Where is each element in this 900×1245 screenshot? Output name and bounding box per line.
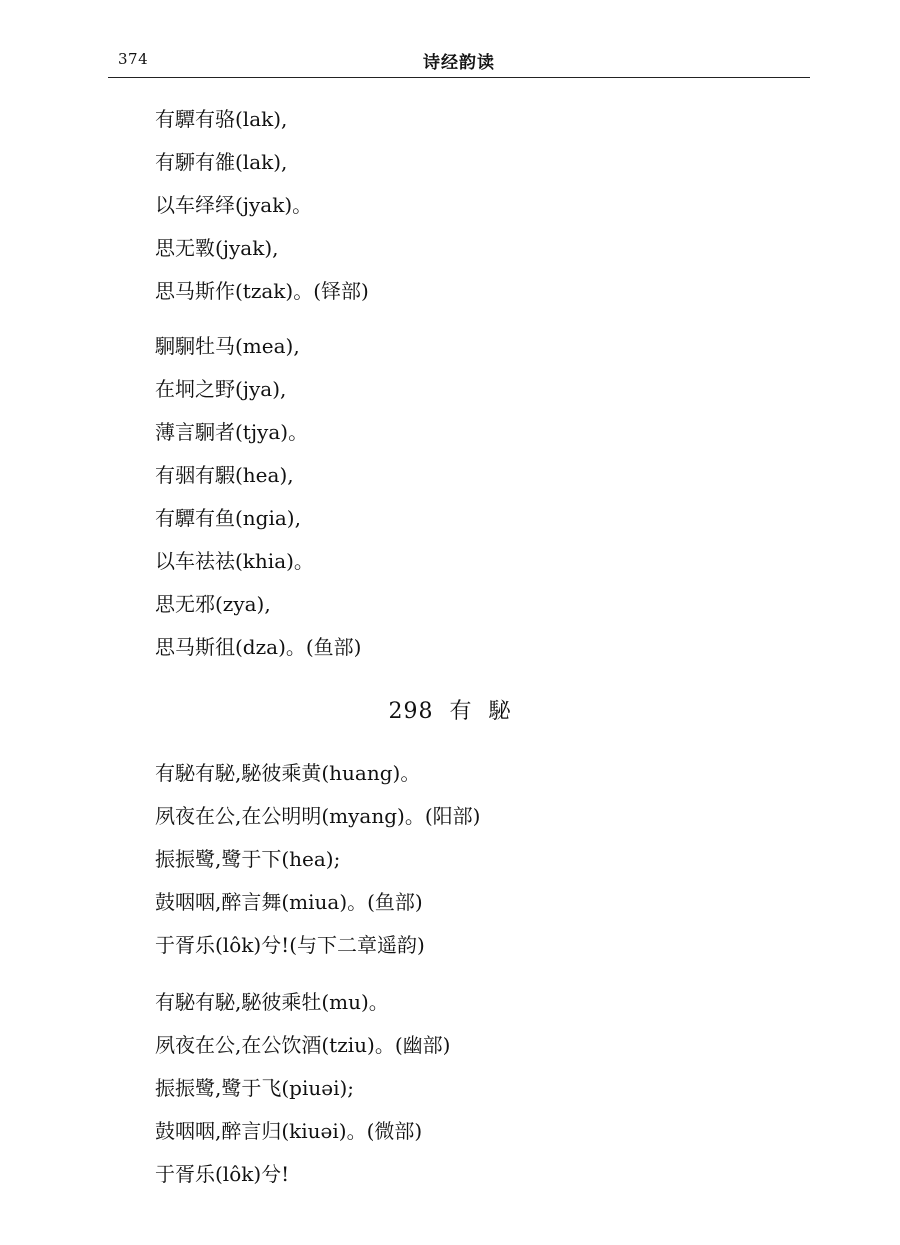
verse-line: 于胥乐(lôk)兮!(与下二章遥韵) (155, 933, 425, 957)
stanza (155, 981, 450, 1196)
verse-line: 駉駉牡马(mea), (155, 334, 300, 358)
verse-line: 思马斯作(tzak)。(铎部) (155, 279, 369, 303)
verse-line: 思无斁(jyak), (155, 236, 279, 260)
verse-line: 振振鹭,鹭于下(hea); (155, 847, 341, 871)
verse-line: 有駜有駜,駜彼乘黄(huang)。 (155, 761, 421, 785)
verse-line: 有駜有駜,駜彼乘牡(mu)。 (155, 990, 389, 1014)
verse-line: 夙夜在公,在公饮酒(tziu)。(幽部) (155, 1033, 451, 1057)
verse-line: 以车祛祛(khia)。 (155, 549, 314, 573)
verse-line: 振振鹭,鹭于飞(piuəi); (155, 1076, 355, 1100)
verse-line: 于胥乐(lôk)兮! (155, 1162, 290, 1186)
stanza (155, 325, 361, 669)
page-number: 374 (118, 50, 149, 68)
verse-line: 以车绎绎(jyak)。 (155, 193, 313, 217)
verse-line: 在坰之野(jya), (155, 377, 287, 401)
verse-line: 有驔有骆(lak), (155, 107, 288, 131)
header-rule (108, 77, 810, 78)
verse-line: 薄言駉者(tjya)。 (155, 420, 309, 444)
verse-line: 有駵有雒(lak), (155, 150, 288, 174)
verse-line: 思马斯徂(dza)。(鱼部) (155, 635, 362, 659)
verse-line: 有驔有鱼(ngia), (155, 506, 301, 530)
stanza (155, 98, 369, 313)
verse-line: 鼓咽咽,醉言归(kiuəi)。(微部) (155, 1119, 423, 1143)
verse-line: 有骃有騢(hea), (155, 463, 294, 487)
running-title: 诗经韵读 (423, 53, 495, 73)
verse-line: 思无邪(zya), (155, 592, 271, 616)
verse-line: 鼓咽咽,醉言舞(miua)。(鱼部) (155, 890, 423, 914)
page-header (108, 44, 810, 74)
poem-title: 298 有 駜 (388, 699, 512, 724)
verse-line: 夙夜在公,在公明明(myang)。(阳部) (155, 804, 481, 828)
stanza (155, 752, 480, 967)
